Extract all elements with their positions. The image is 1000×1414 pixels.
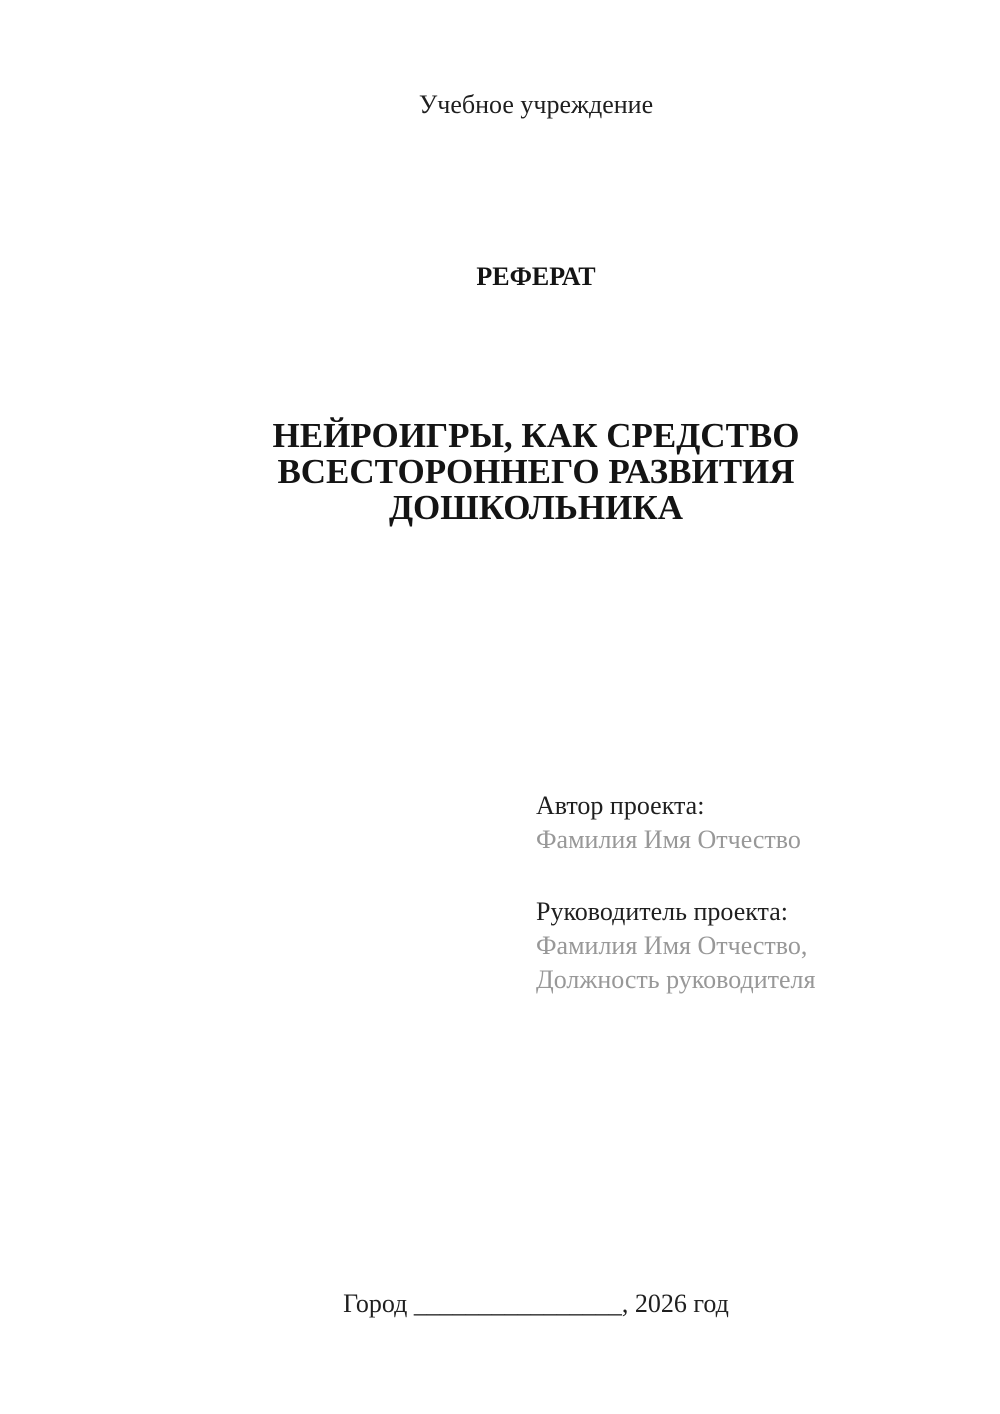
title-line-3: ДОШКОЛЬНИКА (388, 488, 684, 527)
author-name-placeholder: Фамилия Имя Отчество (536, 825, 801, 854)
document-type-heading: РЕФЕРАТ (476, 262, 596, 291)
supervisor-name-placeholder: Фамилия Имя Отчество, (536, 931, 808, 960)
supervisor-label: Руководитель проекта: (536, 897, 789, 926)
institution-name: Учебное учреждение (418, 90, 654, 119)
supervisor-position-placeholder: Должность руководителя (536, 965, 816, 994)
footer-city-year: Город ________________, 2026 год (343, 1289, 729, 1318)
title-line-2: ВСЕСТОРОННЕГО РАЗВИТИЯ (277, 452, 795, 491)
author-label: Автор проекта: (536, 791, 705, 820)
document-title (143, 418, 929, 526)
credits-block (536, 789, 815, 997)
title-line-1: НЕЙРОИГРЫ, КАК СРЕДСТВО (272, 416, 800, 455)
